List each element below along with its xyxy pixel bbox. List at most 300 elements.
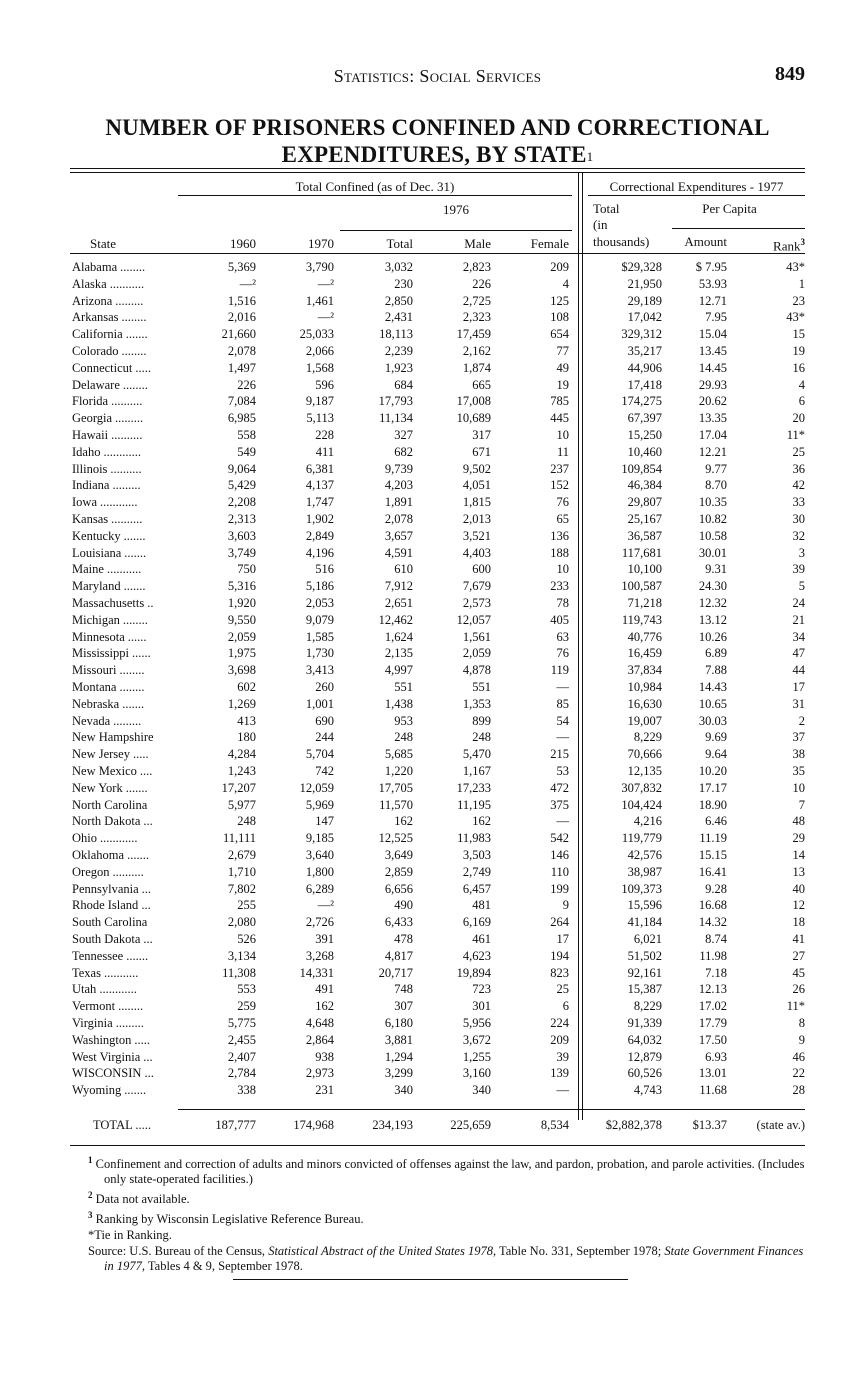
cell-1960: 3,698 bbox=[227, 663, 256, 677]
cell-1960: 1,269 bbox=[227, 697, 256, 711]
cell-1976-total: 248 bbox=[394, 730, 413, 744]
cell-1976-male: 3,160 bbox=[462, 1066, 491, 1080]
cell-rank: 47 bbox=[792, 646, 805, 660]
total-1970: 174,968 bbox=[293, 1118, 334, 1132]
dot-leader: ... bbox=[141, 898, 151, 912]
total-1976-male: 225,659 bbox=[450, 1118, 491, 1132]
cell-expenditure: 4,743 bbox=[633, 1083, 662, 1097]
cell-rank: 9 bbox=[798, 1033, 805, 1047]
cell-rank: 10 bbox=[792, 781, 805, 795]
cell-1970: 391 bbox=[315, 932, 334, 946]
cell-1976-total: 1,624 bbox=[384, 630, 413, 644]
cell-amount: 9.31 bbox=[705, 562, 727, 576]
cell-1976-male: 6,169 bbox=[462, 915, 491, 929]
footnote-1 bbox=[88, 1153, 808, 1187]
cell-state: Tennessee bbox=[72, 949, 124, 963]
cell-1976-total: 307 bbox=[394, 999, 413, 1013]
cell-1976-female: 49 bbox=[556, 361, 569, 375]
dot-leader: ........ bbox=[119, 680, 145, 694]
cell-1970: 9,079 bbox=[305, 613, 334, 627]
cell-1970: 244 bbox=[315, 730, 334, 744]
cell-state: Oklahoma bbox=[72, 848, 125, 862]
cell-1976-female: 76 bbox=[556, 646, 569, 660]
cell-rank: 21 bbox=[792, 613, 805, 627]
cell-expenditure: 4,216 bbox=[633, 814, 662, 828]
cell-amount: 13.12 bbox=[698, 613, 727, 627]
cell-expenditure: 8,229 bbox=[633, 999, 662, 1013]
cell-1976-total: 6,433 bbox=[384, 915, 413, 929]
footnote-tie: *Tie in Ranking. bbox=[88, 1228, 172, 1243]
cell-state: New York bbox=[72, 781, 123, 795]
cell-1970: 3,790 bbox=[305, 260, 334, 274]
cell-1976-total: 2,859 bbox=[384, 865, 413, 879]
cell-1960: 3,749 bbox=[227, 546, 256, 560]
dot-leader: ....... bbox=[126, 949, 149, 963]
cell-1976-female: — bbox=[556, 680, 569, 694]
cell-1976-male: 551 bbox=[472, 680, 491, 694]
cell-amount: 6.89 bbox=[705, 646, 727, 660]
cell-1960: 5,369 bbox=[227, 260, 256, 274]
cell-expenditure: 10,984 bbox=[627, 680, 662, 694]
dot-leader: ......... bbox=[115, 294, 144, 308]
cell-1976-male: 19,894 bbox=[456, 966, 491, 980]
cell-1970: —² bbox=[317, 277, 334, 291]
cell-1970: 2,864 bbox=[305, 1033, 334, 1047]
cell-expenditure: 29,189 bbox=[627, 294, 662, 308]
cell-rank: 4 bbox=[798, 378, 805, 392]
cell-1976-total: 162 bbox=[394, 814, 413, 828]
cell-1960: 2,059 bbox=[227, 630, 256, 644]
cell-amount: 9.28 bbox=[705, 882, 727, 896]
cell-1960: 248 bbox=[237, 814, 256, 828]
cell-1976-male: 17,008 bbox=[456, 394, 491, 408]
cell-1960: 2,455 bbox=[227, 1033, 256, 1047]
header-female: Female bbox=[530, 236, 569, 251]
cell-1960: 558 bbox=[237, 428, 256, 442]
cell-expenditure: 38,987 bbox=[627, 865, 662, 879]
cell-1960: 17,207 bbox=[221, 781, 256, 795]
cell-1960: 2,407 bbox=[227, 1050, 256, 1064]
dot-leader: ....... bbox=[127, 848, 149, 862]
cell-1976-total: 17,793 bbox=[378, 394, 413, 408]
cell-1960: 11,111 bbox=[223, 831, 256, 845]
cell-1976-total: 2,135 bbox=[384, 646, 413, 660]
footnote-2-text: Data not available. bbox=[95, 1192, 190, 1207]
dot-leader: ... bbox=[143, 1050, 153, 1064]
cell-rank: 1 bbox=[798, 277, 805, 291]
cell-rank: 6 bbox=[798, 394, 805, 408]
cell-rank: 11* bbox=[786, 999, 805, 1013]
cell-state: Maine bbox=[72, 562, 104, 576]
cell-1976-female: 237 bbox=[550, 462, 569, 476]
cell-amount: 9.64 bbox=[705, 747, 727, 761]
cell-1970: 260 bbox=[315, 680, 334, 694]
bottom-rule bbox=[233, 1279, 628, 1280]
cell-1960: 2,016 bbox=[227, 310, 256, 324]
cell-state: Hawaii bbox=[72, 428, 109, 442]
source-suffix: , Tables 4 & 9, September 1978. bbox=[141, 1259, 303, 1274]
cell-1976-male: 2,823 bbox=[462, 260, 491, 274]
cell-1976-male: 1,561 bbox=[462, 630, 491, 644]
cell-amount: 12.32 bbox=[698, 596, 727, 610]
cell-amount: 9.77 bbox=[705, 462, 727, 476]
source-title-1: Statistical Abstract of the United States 1978 bbox=[268, 1244, 493, 1259]
cell-state: Delaware bbox=[72, 378, 120, 392]
cell-amount: 9.69 bbox=[705, 730, 727, 744]
cell-1976-total: 17,705 bbox=[378, 781, 413, 795]
cell-1976-female: 146 bbox=[550, 848, 569, 862]
cell-1960: 226 bbox=[237, 378, 256, 392]
cell-1970: 3,640 bbox=[305, 848, 334, 862]
cell-amount: 30.01 bbox=[698, 546, 727, 560]
cell-1976-male: 3,503 bbox=[462, 848, 491, 862]
cell-state: New Mexico bbox=[72, 764, 137, 778]
cell-expenditure: 16,459 bbox=[627, 646, 662, 660]
cell-state: Illinois bbox=[72, 462, 108, 476]
total-1960: 187,777 bbox=[215, 1118, 256, 1132]
cell-1976-male: 3,521 bbox=[462, 529, 491, 543]
cell-1976-total: 4,817 bbox=[384, 949, 413, 963]
dot-leader: ..... bbox=[132, 747, 149, 761]
cell-1976-female: — bbox=[556, 730, 569, 744]
cell-amount: 17.50 bbox=[698, 1033, 727, 1047]
cell-rank: 2 bbox=[798, 714, 805, 728]
cell-rank: 17 bbox=[792, 680, 805, 694]
cell-amount: 10.35 bbox=[698, 495, 727, 509]
source-mid: , Table No. 331, September 1978; bbox=[492, 1244, 665, 1259]
cell-rank: 25 bbox=[792, 445, 805, 459]
cell-state: South Carolina bbox=[72, 915, 148, 929]
cell-1960: 1,497 bbox=[227, 361, 256, 375]
cell-1976-total: 7,912 bbox=[384, 579, 413, 593]
dot-leader: ... bbox=[141, 882, 152, 896]
cell-rank: 24 bbox=[792, 596, 805, 610]
cell-1976-male: 2,749 bbox=[462, 865, 491, 879]
cell-state: Montana bbox=[72, 680, 117, 694]
cell-1976-total: 490 bbox=[394, 898, 413, 912]
cell-amount: 7.95 bbox=[705, 310, 727, 324]
cell-rank: 41 bbox=[792, 932, 805, 946]
cell-expenditure: 41,184 bbox=[627, 915, 662, 929]
cell-1976-female: 209 bbox=[550, 1033, 569, 1047]
cell-state: Oregon bbox=[72, 865, 110, 879]
cell-1976-female: — bbox=[556, 1083, 569, 1097]
cell-expenditure: 51,502 bbox=[627, 949, 662, 963]
cell-expenditure: 17,418 bbox=[627, 378, 662, 392]
dot-leader: ... bbox=[143, 932, 153, 946]
cell-state: WISCONSIN bbox=[72, 1066, 142, 1080]
cell-amount: 16.41 bbox=[698, 865, 727, 879]
cell-1970: 6,381 bbox=[305, 462, 334, 476]
cell-1976-total: 1,294 bbox=[384, 1050, 413, 1064]
cell-1976-total: 2,850 bbox=[384, 294, 413, 308]
cell-1960: 5,316 bbox=[227, 579, 256, 593]
header-amount: Amount bbox=[684, 234, 727, 249]
cell-state: Georgia bbox=[72, 411, 113, 425]
cell-rank: 5 bbox=[798, 579, 805, 593]
cell-rank: 33 bbox=[792, 495, 805, 509]
cell-1970: 9,187 bbox=[305, 394, 334, 408]
cell-expenditure: 42,576 bbox=[627, 848, 662, 862]
dot-leader: ........ bbox=[118, 999, 144, 1013]
title-line-2-text: EXPENDITURES, BY STATE bbox=[281, 142, 587, 167]
cell-1976-total: 9,739 bbox=[384, 462, 413, 476]
cell-expenditure: 19,007 bbox=[627, 714, 662, 728]
cell-expenditure: 29,807 bbox=[627, 495, 662, 509]
cell-1976-male: 248 bbox=[472, 730, 491, 744]
cell-1976-total: 3,657 bbox=[384, 529, 413, 543]
cell-amount: 16.68 bbox=[698, 898, 727, 912]
cell-1970: 3,268 bbox=[305, 949, 334, 963]
cell-1960: 3,134 bbox=[227, 949, 256, 963]
cell-rank: 43* bbox=[786, 260, 805, 274]
cell-state: Kansas bbox=[72, 512, 109, 526]
cell-1970: 2,973 bbox=[305, 1066, 334, 1080]
cell-1976-male: 162 bbox=[472, 814, 491, 828]
cell-state: Arkansas bbox=[72, 310, 119, 324]
cell-1976-total: 682 bbox=[394, 445, 413, 459]
cell-expenditure: 17,042 bbox=[627, 310, 662, 324]
cell-expenditure: 15,250 bbox=[627, 428, 662, 442]
cell-rank: 36 bbox=[792, 462, 805, 476]
cell-1970: 9,185 bbox=[305, 831, 334, 845]
cell-rank: 18 bbox=[792, 915, 805, 929]
dot-leader: ....... bbox=[125, 781, 148, 795]
cell-1976-male: 9,502 bbox=[462, 462, 491, 476]
cell-1960: 259 bbox=[237, 999, 256, 1013]
cell-1970: 1,568 bbox=[305, 361, 334, 375]
cell-1976-female: 224 bbox=[550, 1016, 569, 1030]
cell-state: Colorado bbox=[72, 344, 119, 358]
cell-amount: 6.93 bbox=[705, 1050, 727, 1064]
cell-1960: 1,243 bbox=[227, 764, 256, 778]
cell-amount: 15.04 bbox=[698, 327, 727, 341]
cell-1970: 12,059 bbox=[299, 781, 334, 795]
cell-1970: 5,969 bbox=[305, 798, 334, 812]
cell-1976-female: 152 bbox=[550, 478, 569, 492]
cell-1976-female: 10 bbox=[556, 562, 569, 576]
cell-state: Missouri bbox=[72, 663, 117, 677]
cell-1976-total: 1,438 bbox=[384, 697, 413, 711]
cell-1976-total: 327 bbox=[394, 428, 413, 442]
cell-1970: 516 bbox=[315, 562, 334, 576]
cell-1976-male: 2,162 bbox=[462, 344, 491, 358]
cell-rank: 26 bbox=[792, 982, 805, 996]
cell-1976-male: 10,689 bbox=[456, 411, 491, 425]
cell-1976-female: 17 bbox=[556, 932, 569, 946]
footnote-2-mark: 2 bbox=[88, 1190, 93, 1201]
cell-1970: 228 bbox=[315, 428, 334, 442]
cell-expenditure: 117,681 bbox=[621, 546, 662, 560]
cell-1976-total: 3,649 bbox=[384, 848, 413, 862]
dot-leader: ........ bbox=[120, 260, 146, 274]
header-male: Male bbox=[464, 236, 491, 251]
cell-1960: 1,516 bbox=[227, 294, 256, 308]
source-prefix: Source: U.S. Bureau of the Census, bbox=[88, 1244, 269, 1259]
cell-1976-male: 4,623 bbox=[462, 949, 491, 963]
footnote-3 bbox=[88, 1208, 808, 1227]
footnote-3-text: Ranking by Wisconsin Legislative Reference Bureau. bbox=[95, 1212, 364, 1227]
cell-1976-female: 654 bbox=[550, 327, 569, 341]
dot-leader: ........... bbox=[103, 966, 139, 980]
cell-1976-female: 39 bbox=[556, 1050, 569, 1064]
cell-rank: 46 bbox=[792, 1050, 805, 1064]
cell-1976-male: 4,403 bbox=[462, 546, 491, 560]
dot-leader: ......... bbox=[115, 411, 144, 425]
cell-1976-female: 233 bbox=[550, 579, 569, 593]
cell-1976-total: 3,299 bbox=[384, 1066, 413, 1080]
cell-expenditure: 6,021 bbox=[633, 932, 662, 946]
cell-1976-female: 139 bbox=[550, 1066, 569, 1080]
cell-rank: 13 bbox=[792, 865, 805, 879]
cell-1976-female: 472 bbox=[550, 781, 569, 795]
cell-1976-total: 2,651 bbox=[384, 596, 413, 610]
cell-state: Arizona bbox=[72, 294, 113, 308]
cell-state: California bbox=[72, 327, 123, 341]
cell-rank: 40 bbox=[792, 882, 805, 896]
cell-1970: 742 bbox=[315, 764, 334, 778]
cell-amount: 18.90 bbox=[698, 798, 727, 812]
dot-leader: ............ bbox=[99, 982, 137, 996]
dot-leader: ............ bbox=[103, 445, 141, 459]
cell-expenditure: 92,161 bbox=[627, 966, 662, 980]
cell-state: New Jersey bbox=[72, 747, 130, 761]
cell-1970: 1,585 bbox=[305, 630, 334, 644]
cell-1976-total: 6,180 bbox=[384, 1016, 413, 1030]
cell-1976-female: 65 bbox=[556, 512, 569, 526]
cell-1976-total: 2,239 bbox=[384, 344, 413, 358]
cell-expenditure: 40,776 bbox=[627, 630, 662, 644]
cell-1976-male: 6,457 bbox=[462, 882, 491, 896]
footnote-top-rule bbox=[70, 1145, 805, 1146]
group-header-1976: 1976 bbox=[443, 202, 469, 217]
cell-expenditure: 12,879 bbox=[627, 1050, 662, 1064]
cell-1970: 938 bbox=[315, 1050, 334, 1064]
cell-state: Connecticut bbox=[72, 361, 133, 375]
cell-state: West Virginia bbox=[72, 1050, 141, 1064]
dot-leader: ....... bbox=[124, 1083, 147, 1097]
cell-1976-total: 5,685 bbox=[384, 747, 413, 761]
cell-amount: 11.19 bbox=[699, 831, 727, 845]
cell-1970: 3,413 bbox=[305, 663, 334, 677]
cell-1960: 2,679 bbox=[227, 848, 256, 862]
cell-1960: 2,078 bbox=[227, 344, 256, 358]
cell-1976-total: 11,570 bbox=[379, 798, 413, 812]
header-exp-total-line3: thousands) bbox=[593, 234, 650, 249]
cell-state: Pennsylvania bbox=[72, 882, 139, 896]
cell-1976-total: 684 bbox=[394, 378, 413, 392]
cell-1960: 1,920 bbox=[227, 596, 256, 610]
total-label: TOTAL ..... bbox=[93, 1118, 152, 1132]
cell-amount: 11.68 bbox=[699, 1083, 727, 1097]
cell-1970: 1,800 bbox=[305, 865, 334, 879]
cell-1976-female: 11 bbox=[556, 445, 569, 459]
cell-amount: 14.43 bbox=[698, 680, 727, 694]
cell-1970: 4,137 bbox=[305, 478, 334, 492]
cell-rank: 19 bbox=[792, 344, 805, 358]
cell-expenditure: 15,596 bbox=[627, 898, 662, 912]
cell-1976-total: 1,891 bbox=[384, 495, 413, 509]
group-header-expenditures: Correctional Expenditures - 1977 bbox=[609, 179, 784, 194]
cell-1960: —² bbox=[239, 277, 256, 291]
footnote-1-text: Confinement and correction of adults and minors convicted of offenses against the law, and pardon, probation, and parole activities. (Includes only state-operated facilities.) bbox=[95, 1157, 805, 1187]
cell-1976-male: 1,255 bbox=[462, 1050, 491, 1064]
cell-state: Virginia bbox=[72, 1016, 113, 1030]
cell-state: Massachusetts bbox=[72, 596, 145, 610]
header-1970: 1970 bbox=[308, 236, 334, 251]
cell-expenditure: $29,328 bbox=[621, 260, 662, 274]
cell-1976-total: 748 bbox=[394, 982, 413, 996]
cell-amount: 17.04 bbox=[698, 428, 727, 442]
header-per-capita: Per Capita bbox=[702, 201, 757, 216]
cell-1976-female: 25 bbox=[556, 982, 569, 996]
cell-1976-female: 125 bbox=[550, 294, 569, 308]
cell-expenditure: 67,397 bbox=[627, 411, 662, 425]
cell-state: Nevada bbox=[72, 714, 111, 728]
cell-expenditure: 91,339 bbox=[627, 1016, 662, 1030]
cell-rank: 3 bbox=[798, 546, 805, 560]
cell-1970: 25,033 bbox=[299, 327, 334, 341]
cell-amount: 10.20 bbox=[698, 764, 727, 778]
cell-amount: 24.30 bbox=[698, 579, 727, 593]
cell-1976-male: 723 bbox=[472, 982, 491, 996]
cell-1960: 5,977 bbox=[227, 798, 256, 812]
total-amount: $13.37 bbox=[692, 1118, 727, 1132]
cell-1976-male: 1,353 bbox=[462, 697, 491, 711]
cell-1976-female: 76 bbox=[556, 495, 569, 509]
cell-1976-male: 340 bbox=[472, 1083, 491, 1097]
cell-1976-female: 4 bbox=[562, 277, 569, 291]
cell-1976-male: 1,874 bbox=[462, 361, 491, 375]
cell-1976-total: 4,203 bbox=[384, 478, 413, 492]
cell-1960: 5,775 bbox=[227, 1016, 256, 1030]
cell-1976-female: 119 bbox=[550, 663, 569, 677]
cell-1970: 4,196 bbox=[305, 546, 334, 560]
cell-1976-total: 953 bbox=[394, 714, 413, 728]
title-line-1: NUMBER OF PRISONERS CONFINED AND CORRECTIONAL bbox=[105, 115, 770, 140]
cell-state: South Dakota bbox=[72, 932, 141, 946]
cell-1976-male: 665 bbox=[472, 378, 491, 392]
cell-amount: 11.98 bbox=[699, 949, 727, 963]
dot-leader: .......... bbox=[110, 462, 142, 476]
cell-amount: $ 7.95 bbox=[695, 260, 727, 274]
cell-expenditure: 64,032 bbox=[627, 1033, 662, 1047]
dot-leader: .......... bbox=[111, 394, 143, 408]
cell-1970: 1,730 bbox=[305, 646, 334, 660]
cell-1976-female: 10 bbox=[556, 428, 569, 442]
cell-1976-male: 4,051 bbox=[462, 478, 491, 492]
cell-1960: 21,660 bbox=[221, 327, 256, 341]
cell-1970: 14,331 bbox=[299, 966, 334, 980]
cell-rank: 15 bbox=[792, 327, 805, 341]
cell-1976-female: 108 bbox=[550, 310, 569, 324]
cell-1976-female: 19 bbox=[556, 378, 569, 392]
cell-rank: 14 bbox=[792, 848, 805, 862]
source-note bbox=[88, 1244, 808, 1274]
cell-rank: 7 bbox=[798, 798, 805, 812]
cell-expenditure: 10,460 bbox=[627, 445, 662, 459]
cell-1976-total: 3,032 bbox=[384, 260, 413, 274]
cell-amount: 13.01 bbox=[698, 1066, 727, 1080]
total-1976-female: 8,534 bbox=[540, 1118, 569, 1132]
dot-leader: .......... bbox=[111, 428, 143, 442]
dot-leader: ....... bbox=[123, 529, 146, 543]
cell-amount: 13.35 bbox=[698, 411, 727, 425]
cell-1976-female: 542 bbox=[550, 831, 569, 845]
cell-1970: 2,726 bbox=[305, 915, 334, 929]
cell-1976-male: 301 bbox=[472, 999, 491, 1013]
header-total: Total bbox=[386, 236, 413, 251]
